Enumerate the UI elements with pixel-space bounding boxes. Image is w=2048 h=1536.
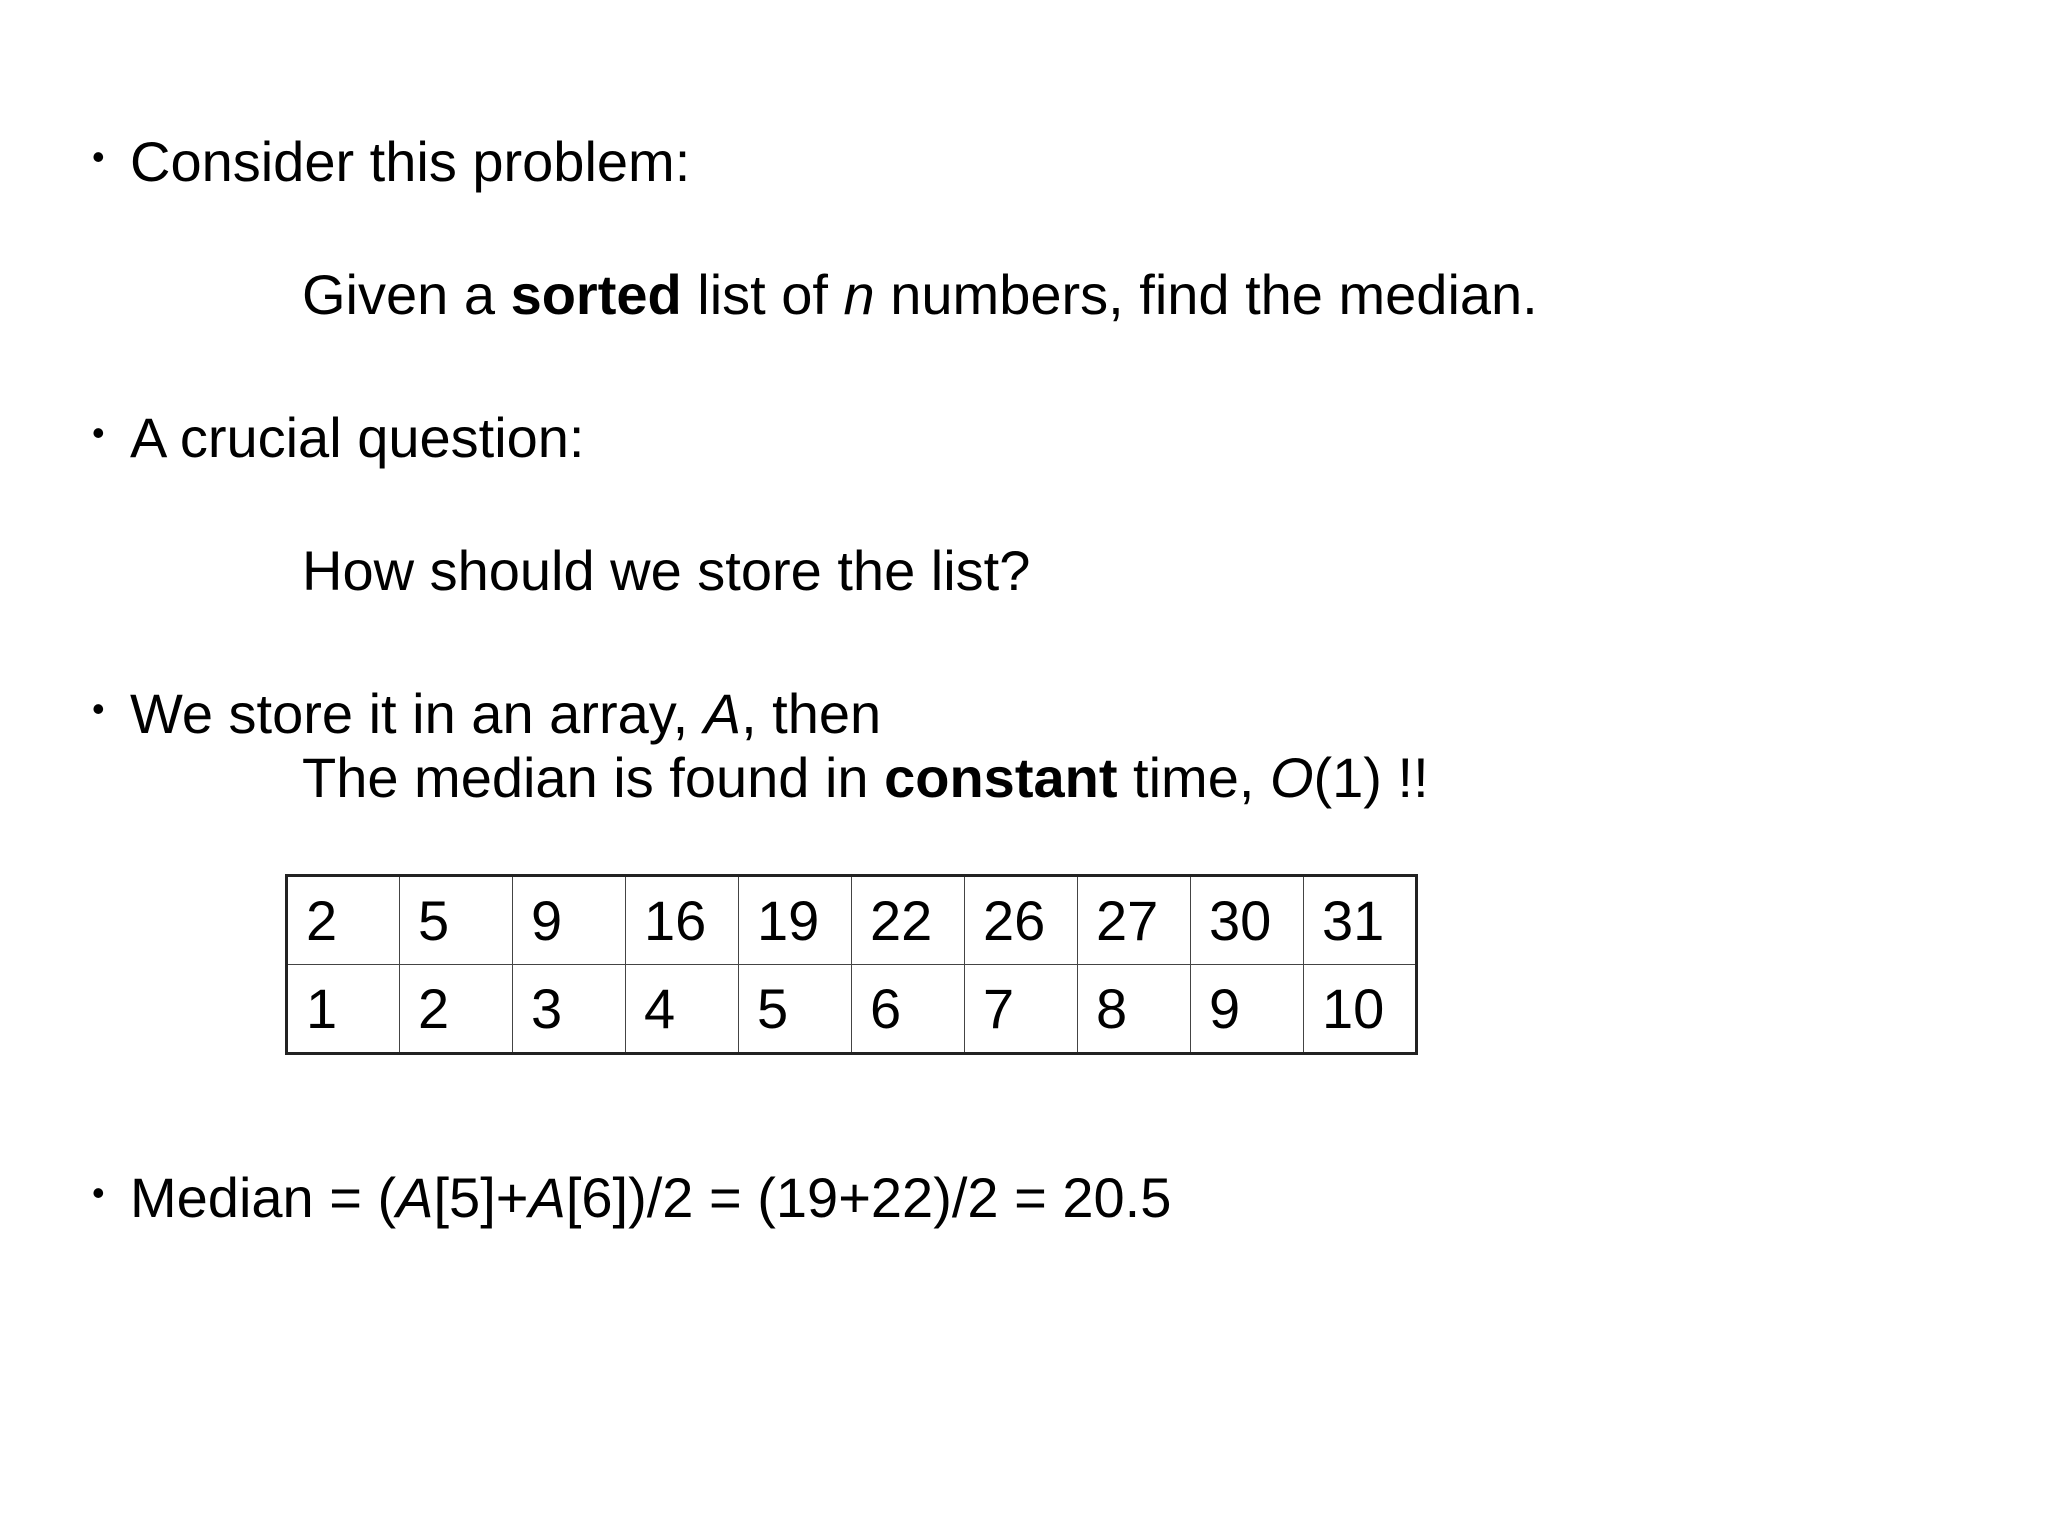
emphasis-sorted: sorted	[510, 263, 682, 326]
array-index-cell: 2	[400, 965, 513, 1054]
bullet-icon: •	[92, 1172, 105, 1213]
question-text: How should we store the list?	[302, 539, 1031, 602]
variable-a: A	[703, 682, 742, 745]
bullet-icon: •	[92, 412, 105, 453]
array-value-cell: 27	[1078, 876, 1191, 965]
array-value-cell: 26	[965, 876, 1078, 965]
bullet-icon: •	[92, 688, 105, 729]
array-indices-row	[287, 965, 1417, 1054]
bullet-text: A crucial question:	[130, 406, 585, 469]
array-value-cell: 2	[287, 876, 400, 965]
variable-a: A	[528, 1166, 566, 1229]
array-index-cell: 9	[1191, 965, 1304, 1054]
bullet-crucial-question	[92, 400, 584, 471]
array-value-cell: 19	[739, 876, 852, 965]
variable-n: n	[843, 263, 875, 326]
array-index-cell: 5	[739, 965, 852, 1054]
array-value-cell: 9	[513, 876, 626, 965]
array-index-cell: 6	[852, 965, 965, 1054]
array-value-cell: 22	[852, 876, 965, 965]
array-index-cell: 4	[626, 965, 739, 1054]
bullet-text: Consider this problem:	[130, 130, 691, 193]
bullet-consider-problem	[92, 124, 690, 195]
variable-a: A	[396, 1166, 434, 1229]
array-value-cell: 31	[1304, 876, 1417, 965]
array-value-cell: 30	[1191, 876, 1304, 965]
array-index-cell: 10	[1304, 965, 1417, 1054]
emphasis-constant: constant	[884, 746, 1118, 809]
array-index-cell: 7	[965, 965, 1078, 1054]
array-value-cell: 16	[626, 876, 739, 965]
array-values-row	[287, 876, 1417, 965]
bullet-median-formula: • Median = (A[5]+A[6])/2 = (19+22)/2 = 20.5	[92, 1160, 1171, 1231]
array-index-cell: 3	[513, 965, 626, 1054]
bullet-icon: •	[92, 136, 105, 177]
array-index-cell: 1	[287, 965, 400, 1054]
variable-o: O	[1269, 746, 1314, 809]
array-index-cell: 8	[1078, 965, 1191, 1054]
array-value-cell: 5	[400, 876, 513, 965]
conclusion-text: The median is found in constant time, O(1) !!	[302, 746, 1429, 809]
problem-statement: Given a sorted list of n numbers, find the median.	[302, 263, 1538, 326]
array-table	[285, 874, 1418, 1055]
bullet-store-array: • We store it in an array, A, then	[92, 676, 881, 747]
